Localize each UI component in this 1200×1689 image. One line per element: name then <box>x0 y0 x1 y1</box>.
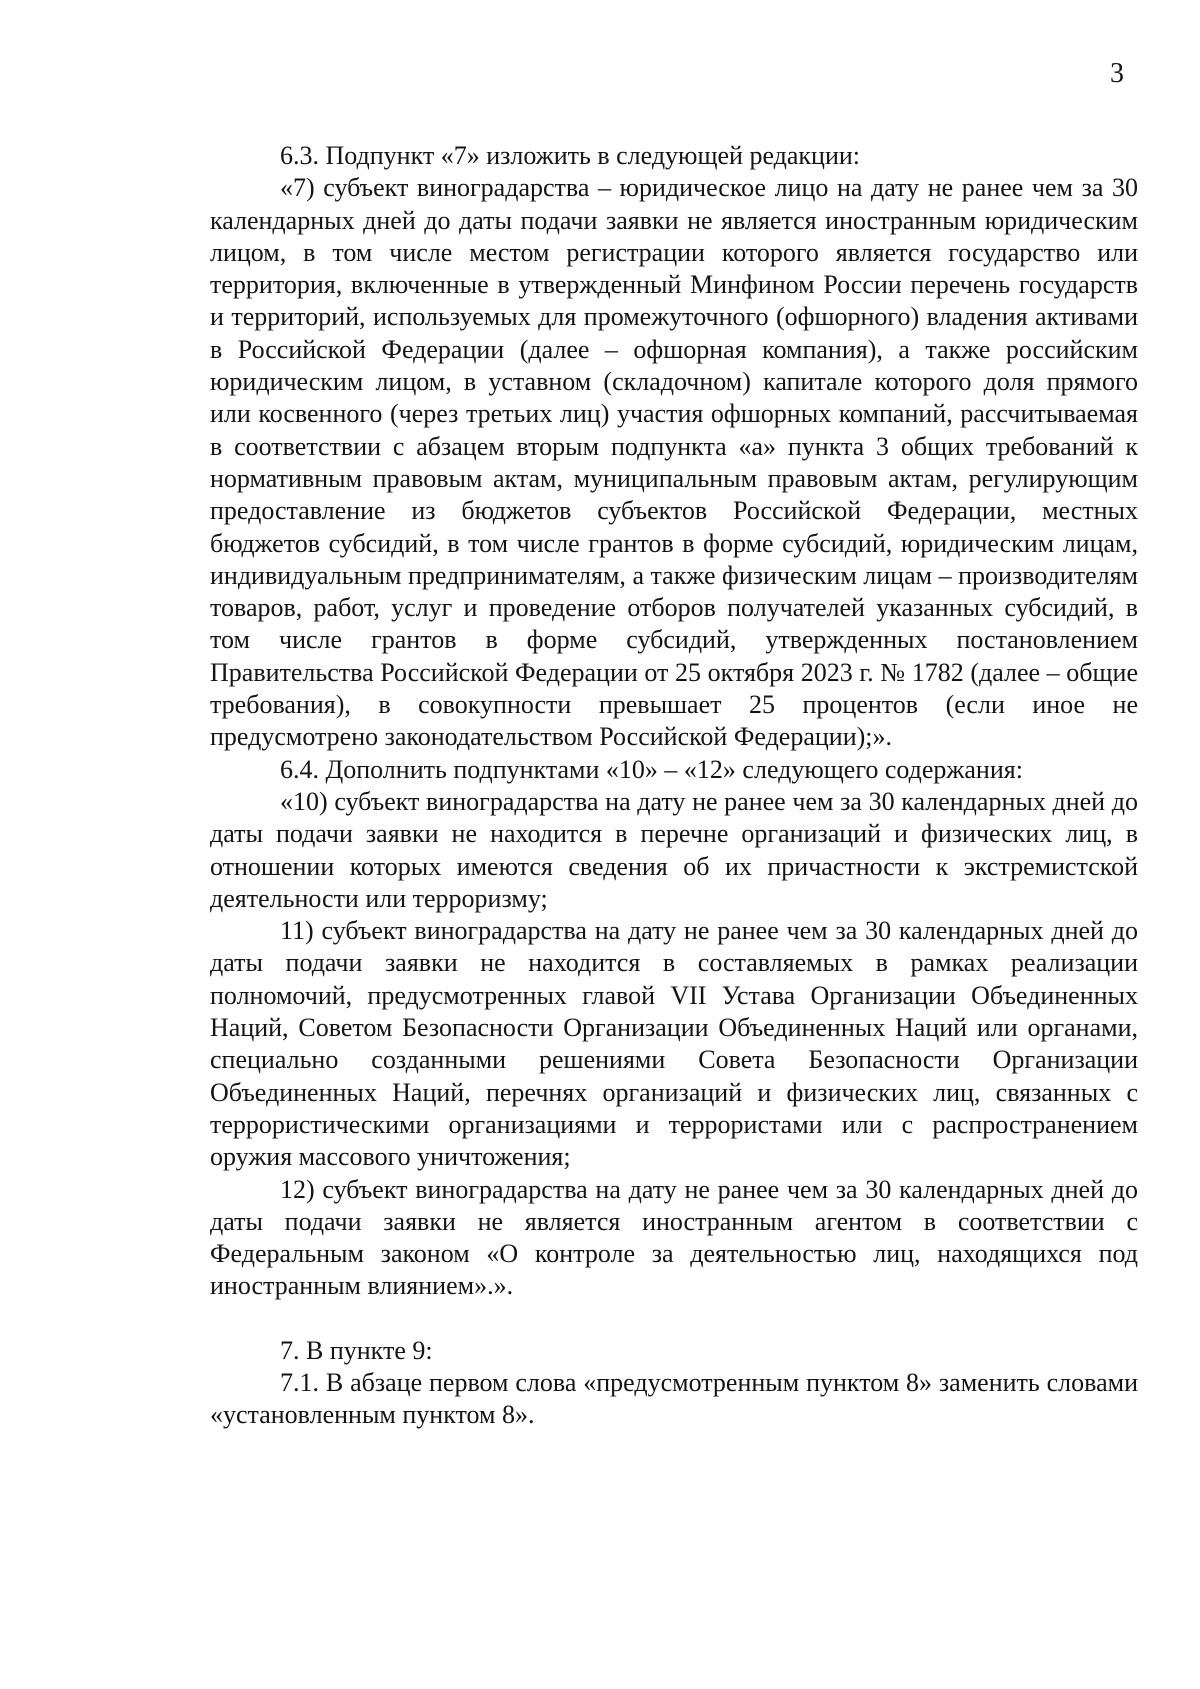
paragraph-6-4: 6.4. Дополнить подпунктами «10» – «12» следующего содержания: <box>280 754 1023 784</box>
paragraph-subitem-7: «7) субъект виноградарства – юридическое лицо на дату не ранее чем за 30 календарных дней до даты подачи заявки не является иностранным юридическим лицом, в том числе местом регистрации которого является государство или территория, включенные в утвержденный Минфином России перечень государств и территорий, используемых для промежуточного (офшорного) владения активами в Российской Федерации (далее – офшорная компания), а также российским юридическим лицом, в уставном (складочном) капитале которого доля прямого или косвенного (через третьих лиц) участия офшорных компаний, рассчитываемая в соответствии с абзацем вторым подпункта «а» пункта 3 общих требований к нормативным правовым актам, муниципальным правовым актам, регулирующим предоставление из бюджетов субъектов Российской Федерации, местных бюджетов субсидий, в том числе грантов в форме субсидий, юридическим лицам, индивидуальным предпринимателям, а также физическим лицам – производителям товаров, работ, услуг и проведение отборов получателей указанных субсидий, в том числе грантов в форме субсидий, утвержденных постановлением Правительства Российской Федерации от 25 октября 2023 г. № 1782 (далее – общие требования), в совокупности превышает 25 процентов (если иное не предусмотрено законодательством Российской Федерации);». <box>210 173 1138 752</box>
paragraph-6-3: 6.3. Подпункт «7» изложить в следующей редакции: <box>280 141 861 170</box>
paragraph-subitem-12: 12) субъект виноградарства на дату не ранее чем за 30 календарных дней до даты подачи заявки не является иностранным агентом в соответствии с Федеральным законом «О контроле за деятельностью лиц, находящихся под иностранным влиянием».». <box>210 1174 1138 1301</box>
document-body <box>210 140 1138 1432</box>
paragraph-7: 7. В пункте 9: <box>280 1335 433 1365</box>
paragraph-subitem-11: 11) субъект виноградарства на дату не ранее чем за 30 календарных дней до даты подачи заявки не находится в составляемых в рамках реализации полномочий, предусмотренных главой VII Устава Организации Объединенных Наций, Советом Безопасности Организации Объединенных Наций или органами, специально созданными решениями Совета Безопасности Организации Объединенных Наций, перечнях организаций и физических лиц, связанных с террористическими организациями и террористами или с распространением оружия массового уничтожения; <box>210 916 1138 1172</box>
paragraph-7-1: 7.1. В абзаце первом слова «предусмотренным пунктом 8» заменить словами «установленным пунктом 8». <box>210 1367 1138 1430</box>
paragraph-subitem-10: «10) субъект виноградарства на дату не ранее чем за 30 календарных дней до даты подачи заявки не находится в перечне организаций и физических лиц, в отношении которых имеются сведения об их причастности к экстремистской деятельности или терроризму; <box>210 786 1138 913</box>
page-number: 3 <box>1110 58 1124 89</box>
